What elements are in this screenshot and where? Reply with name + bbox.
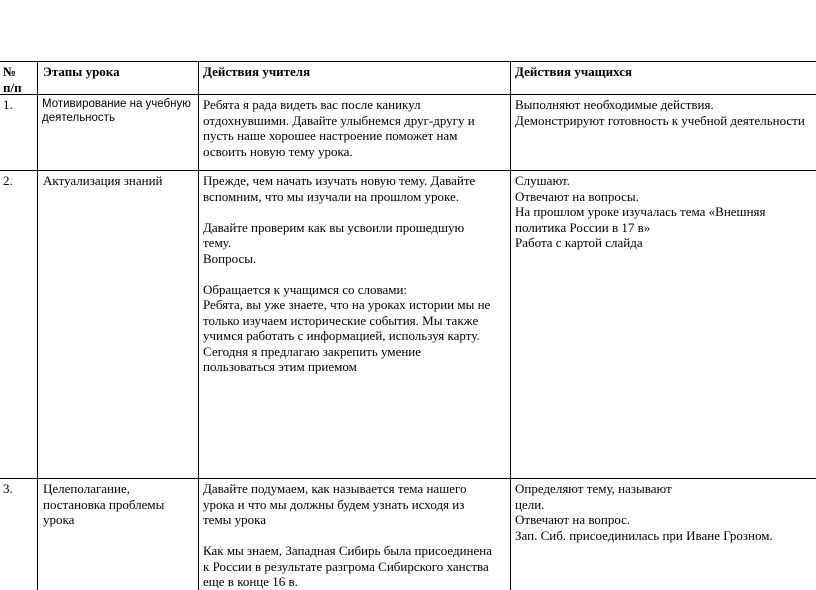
row-stage: Мотивирование на учебную деятельность [42, 98, 191, 124]
row-teacher-actions: Ребята я рада видеть вас после каникул отдохнувшими. Давайте улыбнемся друг-другу и пусть наше хорошее настроение поможет нам освоить новую тему урока. [203, 97, 475, 159]
row-divider [0, 61, 816, 62]
column-divider [37, 61, 38, 590]
header-student-actions: Действия учащихся [515, 64, 633, 79]
header-number: № п/п [3, 64, 22, 95]
header-teacher-actions: Действия учителя [203, 64, 311, 79]
row-stage: Целеполагание, постановка проблемы урока [43, 481, 165, 527]
header-stage: Этапы урока [43, 64, 120, 79]
row-student-actions: Выполняют необходимые действия. Демонстрируют готовность к учебной деятельности [515, 97, 805, 128]
row-stage: Актуализация знаний [43, 173, 163, 188]
column-divider [510, 61, 511, 590]
row-divider [0, 478, 816, 479]
row-student-actions: Определяют тему, называют цели. Отвечают на вопрос. Зап. Сиб. присоединилась при Иване Грозном. [515, 481, 773, 543]
row-divider [0, 94, 816, 95]
lesson-plan-table [0, 61, 816, 590]
row-number: 1. [3, 97, 13, 112]
row-number: 3. [3, 481, 13, 496]
row-teacher-actions: Давайте подумаем, как называется тема нашего урока и что мы должны будем узнать исходя из темы урока Как мы знаем, Западная Сибирь была присоединена к России в результате разгрома Сибирского ханства еще в конце 16 в. [203, 481, 493, 589]
row-number: 2. [3, 173, 13, 188]
row-divider [0, 170, 816, 171]
row-teacher-actions: Прежде, чем начать изучать новую тему. Давайте вспомним, что мы изучали на прошлом уроке. Давайте проверим как вы усвоили прошедшую тему. Вопросы. Обращается к учащимся со словами: Ребята, вы уже знаете, что на уроках истории мы не только изучаем исторические события. Мы также учимся работать с информацией, используя карту. Сегодня я предлагаю закрепить умение пользоваться этим приемом [203, 173, 491, 374]
row-student-actions: Слушают. Отвечают на вопросы. На прошлом уроке изучалась тема «Внешняя политика России в 17 в» Работа с картой слайда [515, 173, 766, 250]
column-divider [198, 61, 199, 590]
